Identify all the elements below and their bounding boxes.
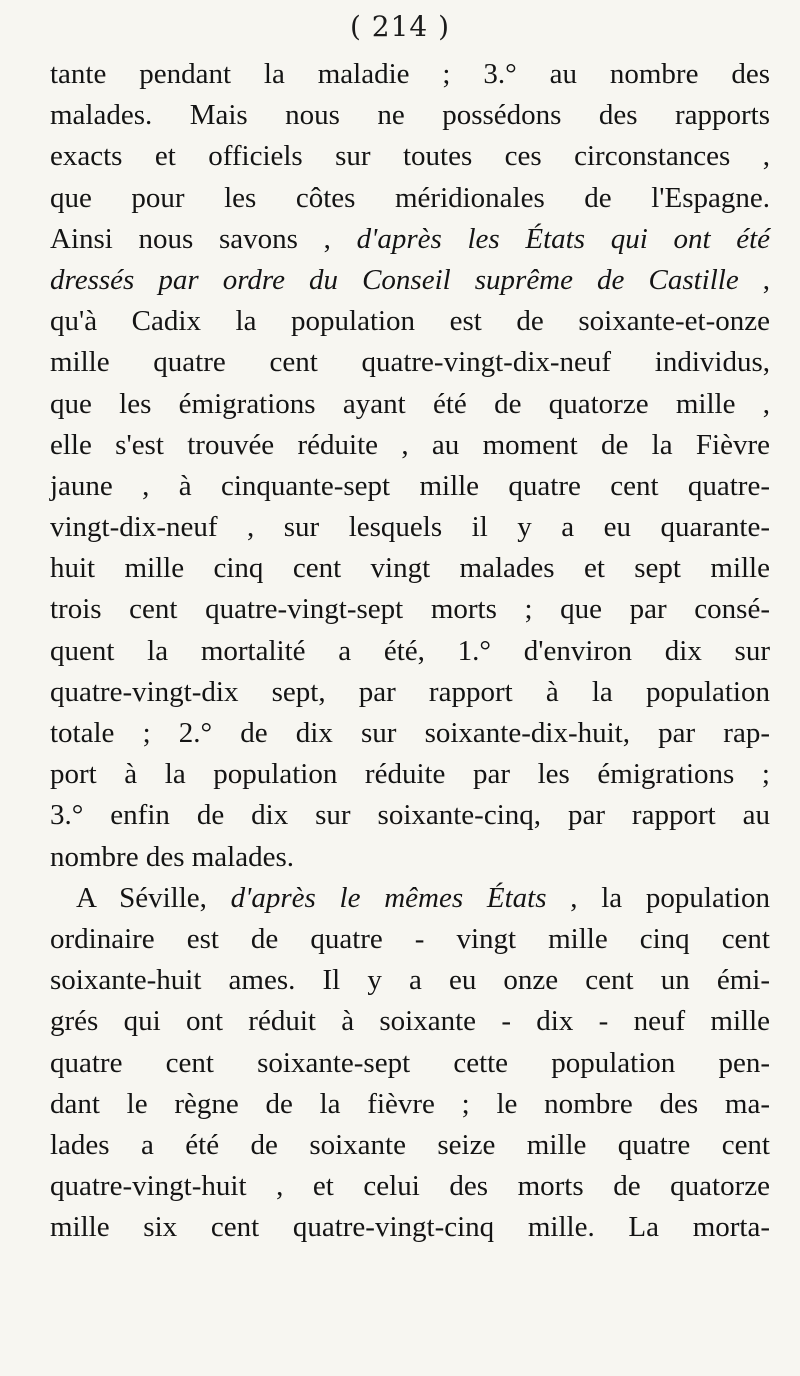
text-line: quent la mortalité a été, 1.° d'environ dix sur: [50, 634, 770, 667]
text-line: huit mille cinq cent vingt malades et sept mille: [50, 552, 770, 585]
text-line: que pour les côtes méridionales de l'Espagne.: [50, 181, 770, 214]
text-line: port à la population réduite par les émigrations ;: [50, 758, 770, 791]
text-line: 3.° enfin de dix sur soixante-cinq, par rapport au: [50, 799, 770, 832]
text-line: malades. Mais nous ne possédons des rapports: [50, 99, 770, 132]
line-italic: dressés par ordre du Conseil suprême de Castille: [50, 263, 739, 296]
text-line: lades a été de soixante seize mille quatre cent: [50, 1128, 770, 1161]
line-roman: Ainsi nous savons ,: [50, 222, 357, 255]
line-roman: A Séville,: [76, 881, 231, 914]
text-line: dant le règne de la fièvre ; le nombre des ma-: [50, 1087, 770, 1120]
page-number: ( 214 ): [349, 10, 451, 43]
line-italic: d'après les États qui ont été: [356, 222, 771, 255]
text-line: [50, 260, 770, 301]
text-line: qu'à Cadix la population est de soixante-et-onze: [50, 305, 770, 338]
text-line: soixante-huit ames. Il y a eu onze cent un émi-: [50, 964, 770, 997]
text-line: totale ; 2.° de dix sur soixante-dix-huit, par rap-: [50, 717, 770, 749]
text-line: [50, 878, 770, 919]
line-roman: , la population: [546, 881, 770, 914]
text-line: grés qui ont réduit à soixante - dix - neuf mille: [50, 1005, 770, 1038]
body-text: [50, 54, 770, 1248]
text-line: quatre-vingt-huit , et celui des morts de quatorze: [50, 1170, 770, 1203]
text-line: elle s'est trouvée réduite , au moment de la Fièvre: [50, 428, 770, 461]
text-line: quatre-vingt-dix sept, par rapport à la population: [50, 675, 770, 708]
text-line: mille six cent quatre-vingt-cinq mille. La morta-: [50, 1211, 770, 1244]
text-line: quatre cent soixante-sept cette population pen-: [50, 1046, 770, 1079]
text-line: trois cent quatre-vingt-sept morts ; que par consé-: [50, 593, 770, 626]
text-line: exacts et officiels sur toutes ces circonstances ,: [50, 140, 770, 173]
text-line: que les émigrations ayant été de quatorze mille ,: [50, 387, 770, 420]
text-line: nombre des malades.: [50, 840, 295, 873]
text-line: mille quatre cent quatre-vingt-dix-neuf individus,: [50, 346, 770, 379]
text-line: vingt-dix-neuf , sur lesquels il y a eu quarante-: [50, 511, 770, 544]
line-roman: ,: [738, 263, 771, 296]
text-line: ordinaire est de quatre - vingt mille cinq cent: [50, 922, 770, 955]
text-line: jaune , à cinquante-sept mille quatre cent quatre-: [50, 469, 770, 502]
line-italic: d'après le mêmes États: [230, 881, 547, 914]
text-line: tante pendant la maladie ; 3.° au nombre des: [50, 58, 770, 90]
text-line: [50, 219, 770, 260]
